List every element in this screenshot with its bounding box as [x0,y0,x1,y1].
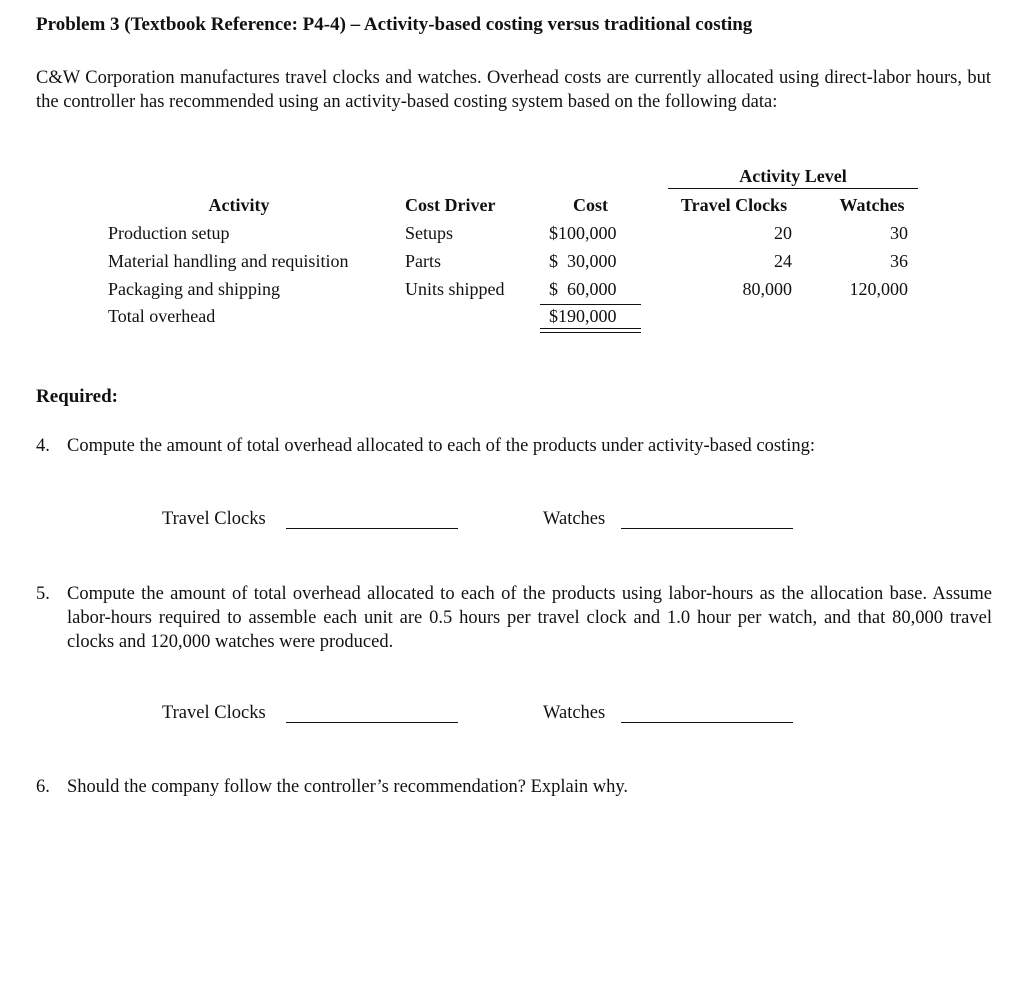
q5-watches-label: Watches [543,703,606,723]
question-5 [36,582,992,654]
row-cost: $ 60,000 [549,279,617,299]
question-6-text: Should the company follow the controller’s recommendation? Explain why. [67,777,629,797]
q5-travel-clocks-answer-blank[interactable] [286,722,458,723]
q4-travel-clocks-label: Travel Clocks [162,509,266,529]
activity-level-header: Activity Level [739,166,847,186]
q4-watches-label: Watches [543,509,606,529]
row-cost: $ 30,000 [549,251,617,271]
q4-watches-answer-blank[interactable] [621,528,793,529]
row-travel-clocks: 80,000 [742,279,792,299]
required-heading: Required: [36,386,118,407]
row-watches: 30 [890,223,908,243]
row-activity: Packaging and shipping [108,279,280,299]
question-6-number: 6. [36,777,50,797]
subtotal-rule [540,304,641,305]
row-travel-clocks: 24 [774,251,792,271]
header-cost-driver: Cost Driver [405,195,496,215]
total-double-rule [540,328,641,333]
header-cost: Cost [573,195,608,215]
q5-watches-answer-blank[interactable] [621,722,793,723]
problem-intro: C&W Corporation manufactures travel clocks and watches. Overhead costs are currently allocated using direct-labor hours, but the controller has recommended using an activity-based costing system based on the following data: [36,68,991,112]
row-activity: Material handling and requisition [108,251,349,271]
header-activity: Activity [208,195,270,215]
header-travel-clocks: Travel Clocks [680,195,788,215]
total-cost: $190,000 [549,306,617,326]
question-4-number: 4. [36,436,50,456]
question-5-text: Compute the amount of total overhead allocated to each of the products using labor-hours as the allocation base. Assume labor-hours required to assemble each unit are 0.5 hours per travel clock and 1.0 hour per watch, and that 80,000 travel clocks and 120,000 watches were produced. [67,584,992,652]
row-watches: 120,000 [849,279,908,299]
problem-title: Problem 3 (Textbook Reference: P4-4) – Activity-based costing versus traditional costing [36,14,753,35]
header-watches: Watches [839,195,905,215]
row-watches: 36 [890,251,908,271]
total-label: Total overhead [108,306,216,326]
q4-travel-clocks-answer-blank[interactable] [286,528,458,529]
question-4-text: Compute the amount of total overhead allocated to each of the products under activity-based costing: [67,436,815,456]
row-activity: Production setup [108,223,230,243]
row-travel-clocks: 20 [774,223,792,243]
activity-level-rule [668,188,918,189]
row-driver: Units shipped [405,279,505,299]
row-cost: $100,000 [549,223,617,243]
question-5-number: 5. [36,584,50,604]
row-driver: Setups [405,223,454,243]
q5-travel-clocks-label: Travel Clocks [162,703,266,723]
row-driver: Parts [405,251,441,271]
